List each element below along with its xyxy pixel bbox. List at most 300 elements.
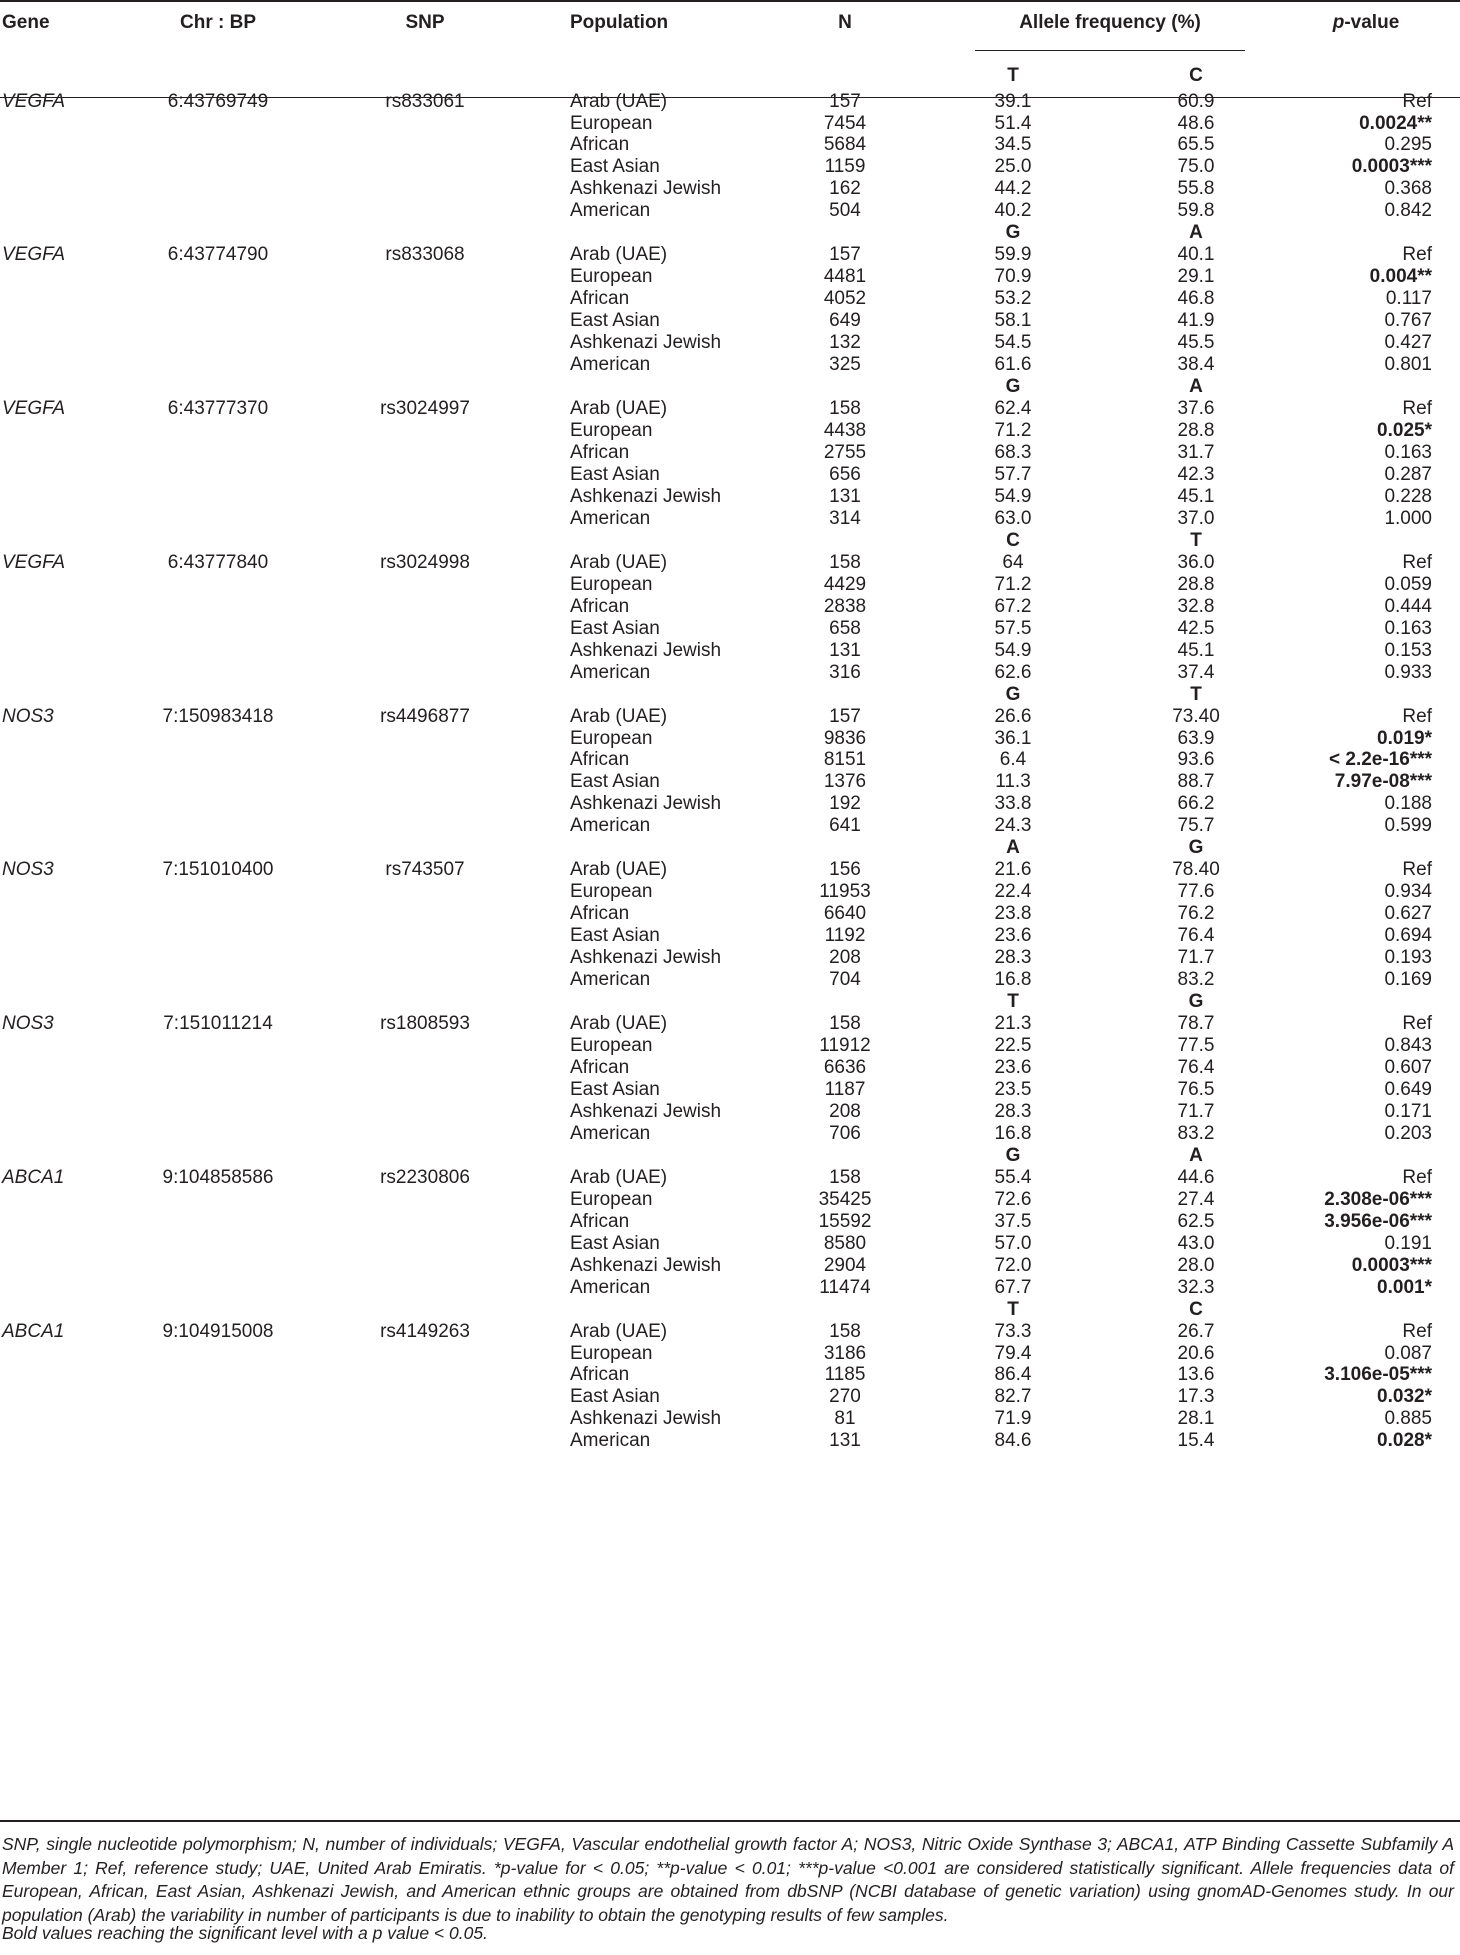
allele-2-frequency: 71.7 xyxy=(1177,947,1215,968)
sample-count: 6636 xyxy=(823,1056,867,1078)
allele-label-1: A xyxy=(1006,837,1020,859)
population-name: East Asian xyxy=(570,156,660,178)
population-name: American xyxy=(570,1276,651,1298)
p-value: Ref xyxy=(1402,551,1432,573)
allele-1-frequency: 54.9 xyxy=(994,639,1032,661)
allele-1-frequency: 86.4 xyxy=(994,1364,1032,1386)
allele-1-frequency: 40.2 xyxy=(994,200,1032,222)
allele-1-frequency: 37.5 xyxy=(994,1210,1032,1232)
population-name: East Asian xyxy=(570,617,660,639)
p-value: 2.308e-06*** xyxy=(1324,1188,1432,1210)
population-name: European xyxy=(570,881,653,903)
population-name: European xyxy=(570,727,653,749)
population-name: Arab (UAE) xyxy=(570,551,668,573)
allele-1-frequency: 28.3 xyxy=(994,1100,1032,1122)
p-value: Ref xyxy=(1402,859,1432,881)
population-name: European xyxy=(570,112,653,134)
population-name: East Asian xyxy=(570,310,660,332)
allele-2-frequency: 37.0 xyxy=(1177,507,1215,529)
population-name: Ashkenazi Jewish xyxy=(570,947,722,968)
population-name: American xyxy=(570,815,651,837)
sample-count: 158 xyxy=(829,1166,861,1188)
allele-2-frequency: 77.6 xyxy=(1177,881,1215,903)
p-value: Ref xyxy=(1402,398,1432,419)
allele-1-frequency: 44.2 xyxy=(994,178,1032,200)
population-name: African xyxy=(570,1056,630,1078)
allele-1-frequency: 55.4 xyxy=(994,1166,1032,1188)
p-value: < 2.2e-16*** xyxy=(1329,749,1432,771)
sample-count: 158 xyxy=(829,551,861,573)
allele-1-frequency: 16.8 xyxy=(994,969,1032,990)
p-value: 0.019* xyxy=(1377,727,1432,749)
population-name: European xyxy=(570,419,653,441)
allele-1-frequency: 61.6 xyxy=(994,354,1032,375)
sample-count: 8580 xyxy=(823,1232,867,1254)
table-top-rule xyxy=(0,0,1460,2)
header-p-value xyxy=(1300,11,1432,35)
p-value: 3.106e-05*** xyxy=(1324,1364,1432,1386)
allele-2-frequency: 13.6 xyxy=(1177,1364,1215,1386)
allele-2-frequency: 40.1 xyxy=(1177,244,1215,266)
sample-count: 131 xyxy=(829,485,861,507)
allele-1-frequency: 68.3 xyxy=(994,441,1032,463)
allele-2-frequency: 83.2 xyxy=(1177,969,1215,990)
p-value: Ref xyxy=(1402,1166,1432,1188)
sample-count: 15592 xyxy=(818,1210,872,1232)
allele-label-1: G xyxy=(1005,222,1021,244)
allele-1-frequency: 59.9 xyxy=(994,244,1032,266)
allele-1-frequency: 57.7 xyxy=(994,463,1032,485)
allele-2-frequency: 75.0 xyxy=(1177,156,1215,178)
p-value: 0.627 xyxy=(1384,903,1432,925)
sample-count: 132 xyxy=(829,332,861,354)
sample-count: 1376 xyxy=(823,771,867,793)
header-snp: SNP xyxy=(405,12,445,33)
allele-2-frequency: 36.0 xyxy=(1177,551,1215,573)
allele-2-frequency: 42.3 xyxy=(1177,463,1215,485)
population-name: Ashkenazi Jewish xyxy=(570,485,722,507)
allele-1-frequency: 57.5 xyxy=(994,617,1032,639)
allele-2-frequency: 78.7 xyxy=(1177,1013,1215,1034)
allele-2-frequency: 48.6 xyxy=(1177,112,1215,134)
header-allele-frequency: Allele frequency (%) xyxy=(1019,12,1201,33)
population-name: East Asian xyxy=(570,925,660,947)
p-value: 0.032* xyxy=(1377,1386,1432,1408)
chr-bp: 6:43774790 xyxy=(167,244,269,266)
allele-2-frequency: 76.5 xyxy=(1177,1078,1215,1100)
allele-label-2: A xyxy=(1189,376,1203,398)
gene-name: ABCA1 xyxy=(2,1320,65,1342)
population-name: Arab (UAE) xyxy=(570,1013,668,1034)
p-value: 0.087 xyxy=(1384,1342,1432,1364)
allele-1-frequency: 62.4 xyxy=(994,398,1032,419)
allele-frequency-rule xyxy=(975,50,1245,51)
header-p-rest: -value xyxy=(1344,12,1400,33)
population-name: American xyxy=(570,1430,651,1452)
allele-1-frequency: 26.6 xyxy=(994,705,1032,727)
allele-2-frequency: 76.4 xyxy=(1177,1056,1215,1078)
allele-1-frequency: 84.6 xyxy=(994,1430,1032,1452)
p-value: Ref xyxy=(1402,1320,1432,1342)
sample-count: 11912 xyxy=(819,1035,871,1056)
sample-count: 1192 xyxy=(824,925,866,947)
population-name: Arab (UAE) xyxy=(570,705,668,727)
population-name: European xyxy=(570,1035,653,1056)
p-value: 7.97e-08*** xyxy=(1334,771,1432,793)
allele-2-frequency: 27.4 xyxy=(1177,1188,1215,1210)
gene-name: ABCA1 xyxy=(2,1166,65,1188)
p-value: 0.004** xyxy=(1369,266,1432,288)
sample-count: 3186 xyxy=(823,1342,867,1364)
sample-count: 35425 xyxy=(818,1188,872,1210)
sample-count: 504 xyxy=(829,200,861,222)
population-name: Ashkenazi Jewish xyxy=(570,332,722,354)
p-value: Ref xyxy=(1402,90,1432,112)
allele-1-frequency: 6.4 xyxy=(999,749,1027,771)
p-value: 0.193 xyxy=(1384,947,1432,968)
p-value: 0.767 xyxy=(1384,310,1432,332)
p-value: 0.191 xyxy=(1384,1232,1432,1254)
p-value: 0.368 xyxy=(1384,178,1432,200)
allele-1-frequency: 39.1 xyxy=(994,90,1032,112)
snp-id: rs4496877 xyxy=(380,705,470,727)
allele-1-frequency: 24.3 xyxy=(994,815,1032,837)
p-value: 0.0024** xyxy=(1359,112,1432,134)
allele-2-frequency: 93.6 xyxy=(1177,749,1215,771)
p-value: 0.933 xyxy=(1384,661,1432,683)
allele-1-frequency: 16.8 xyxy=(994,1122,1032,1144)
sample-count: 208 xyxy=(829,947,861,968)
allele-label-2: C xyxy=(1189,1298,1203,1320)
sample-count: 641 xyxy=(829,815,861,837)
population-name: East Asian xyxy=(570,771,660,793)
population-name: European xyxy=(570,1342,653,1364)
p-value: 3.956e-06*** xyxy=(1324,1210,1432,1232)
snp-id: rs833061 xyxy=(385,90,465,112)
population-name: American xyxy=(570,1122,651,1144)
sample-count: 81 xyxy=(834,1408,856,1430)
allele-2-frequency: 41.9 xyxy=(1177,310,1215,332)
chr-bp: 6:43777840 xyxy=(167,551,269,573)
snp-id: rs3024998 xyxy=(380,551,470,573)
p-value: 0.843 xyxy=(1384,1035,1432,1056)
allele-2-frequency: 38.4 xyxy=(1177,354,1215,375)
population-name: East Asian xyxy=(570,1078,660,1100)
snp-id: rs4149263 xyxy=(380,1320,470,1342)
p-value: 0.028* xyxy=(1377,1430,1432,1452)
sample-count: 158 xyxy=(829,1013,861,1034)
sample-count: 208 xyxy=(829,1100,861,1122)
allele-2-frequency: 37.4 xyxy=(1177,661,1215,683)
allele-label-1: G xyxy=(1005,683,1021,705)
p-value: 0.287 xyxy=(1384,463,1432,485)
sample-count: 11953 xyxy=(819,881,871,903)
population-name: African xyxy=(570,903,630,925)
table-bottom-rule xyxy=(0,1820,1460,1822)
p-value: 0.0003*** xyxy=(1351,156,1432,178)
population-name: African xyxy=(570,134,630,156)
allele-2-frequency: 46.8 xyxy=(1177,288,1215,310)
sample-count: 131 xyxy=(829,639,861,661)
allele-1-frequency: 54.9 xyxy=(994,485,1032,507)
allele-1-frequency: 25.0 xyxy=(994,156,1032,178)
sample-count: 4481 xyxy=(823,266,867,288)
p-value: 0.649 xyxy=(1384,1078,1432,1100)
allele-1-frequency: 63.0 xyxy=(994,507,1032,529)
sample-count: 1185 xyxy=(824,1364,866,1386)
allele-1-frequency: 23.6 xyxy=(994,1056,1032,1078)
allele-2-frequency: 77.5 xyxy=(1177,1035,1215,1056)
allele-2-frequency: 55.8 xyxy=(1177,178,1215,200)
allele-1-frequency: 54.5 xyxy=(994,332,1032,354)
p-value: 0.059 xyxy=(1384,573,1432,595)
allele-2-frequency: 17.3 xyxy=(1177,1386,1215,1408)
population-name: Ashkenazi Jewish xyxy=(570,1100,722,1122)
header-allele-2: C xyxy=(1189,65,1203,86)
sample-count: 9836 xyxy=(823,727,867,749)
allele-2-frequency: 73.40 xyxy=(1172,705,1220,727)
population-name: Arab (UAE) xyxy=(570,1166,668,1188)
allele-1-frequency: 22.5 xyxy=(994,1035,1032,1056)
allele-1-frequency: 71.2 xyxy=(994,573,1032,595)
allele-1-frequency: 71.2 xyxy=(994,419,1032,441)
allele-1-frequency: 23.5 xyxy=(994,1078,1032,1100)
allele-1-frequency: 64 xyxy=(1002,551,1024,573)
sample-count: 131 xyxy=(829,1430,861,1452)
allele-2-frequency: 28.0 xyxy=(1177,1254,1215,1276)
allele-2-frequency: 15.4 xyxy=(1177,1430,1215,1452)
allele-1-frequency: 53.2 xyxy=(994,288,1032,310)
sample-count: 2755 xyxy=(823,441,867,463)
population-name: American xyxy=(570,200,651,222)
sample-count: 4052 xyxy=(823,288,867,310)
snp-id: rs743507 xyxy=(385,859,465,881)
population-name: African xyxy=(570,1364,630,1386)
population-name: European xyxy=(570,1188,653,1210)
allele-2-frequency: 71.7 xyxy=(1177,1100,1215,1122)
chr-bp: 7:151010400 xyxy=(162,859,274,881)
sample-count: 4438 xyxy=(823,419,867,441)
sample-count: 158 xyxy=(829,398,861,419)
allele-1-frequency: 22.4 xyxy=(994,881,1032,903)
sample-count: 649 xyxy=(829,310,861,332)
chr-bp: 9:104858586 xyxy=(162,1166,274,1188)
allele-1-frequency: 71.9 xyxy=(994,1408,1032,1430)
allele-1-frequency: 33.8 xyxy=(994,793,1032,815)
p-value: 0.607 xyxy=(1384,1056,1432,1078)
population-name: Ashkenazi Jewish xyxy=(570,1254,722,1276)
p-value: 0.171 xyxy=(1384,1100,1432,1122)
header-population: Population xyxy=(570,12,669,33)
p-value: 0.025* xyxy=(1377,419,1432,441)
sample-count: 314 xyxy=(829,507,861,529)
sample-count: 1187 xyxy=(824,1078,866,1100)
p-value: 0.427 xyxy=(1384,332,1432,354)
gene-name: VEGFA xyxy=(2,90,65,112)
sample-count: 2904 xyxy=(823,1254,867,1276)
chr-bp: 7:151011214 xyxy=(163,1013,273,1034)
p-value: 0.801 xyxy=(1384,354,1432,375)
allele-2-frequency: 37.6 xyxy=(1177,398,1215,419)
sample-count: 270 xyxy=(829,1386,861,1408)
population-name: Arab (UAE) xyxy=(570,90,668,112)
sample-count: 157 xyxy=(829,244,861,266)
allele-label-2: T xyxy=(1190,529,1202,551)
allele-1-frequency: 79.4 xyxy=(994,1342,1032,1364)
allele-1-frequency: 67.2 xyxy=(994,595,1032,617)
table-footnote-bold: Bold values reaching the significant level with a p value < 0.05. xyxy=(2,1923,488,1943)
sample-count: 162 xyxy=(829,178,861,200)
allele-1-frequency: 28.3 xyxy=(994,947,1032,968)
population-name: African xyxy=(570,441,630,463)
allele-1-frequency: 21.6 xyxy=(994,859,1032,881)
p-value: 0.163 xyxy=(1384,441,1432,463)
header-gene: Gene xyxy=(2,12,50,33)
gene-name: NOS3 xyxy=(2,859,54,881)
allele-2-frequency: 88.7 xyxy=(1177,771,1215,793)
p-value: 0.885 xyxy=(1384,1408,1432,1430)
header-allele-1: T xyxy=(1007,65,1019,86)
p-value: Ref xyxy=(1402,1013,1432,1034)
allele-2-frequency: 28.1 xyxy=(1177,1408,1215,1430)
population-name: Arab (UAE) xyxy=(570,1320,668,1342)
allele-label-1: G xyxy=(1005,376,1021,398)
allele-1-frequency: 58.1 xyxy=(994,310,1032,332)
snp-id: rs3024997 xyxy=(380,398,470,419)
population-name: African xyxy=(570,749,630,771)
allele-label-2: G xyxy=(1188,991,1204,1012)
p-value: 0.694 xyxy=(1384,925,1432,947)
allele-2-frequency: 31.7 xyxy=(1177,441,1215,463)
allele-label-2: A xyxy=(1189,1144,1203,1166)
sample-count: 157 xyxy=(829,705,861,727)
gene-name: VEGFA xyxy=(2,551,65,573)
population-name: Arab (UAE) xyxy=(570,244,668,266)
allele-2-frequency: 76.4 xyxy=(1177,925,1215,947)
allele-1-frequency: 51.4 xyxy=(994,112,1032,134)
allele-label-2: T xyxy=(1190,683,1202,705)
allele-label-1: C xyxy=(1006,529,1020,551)
sample-count: 1159 xyxy=(824,156,866,178)
population-name: East Asian xyxy=(570,463,660,485)
allele-2-frequency: 44.6 xyxy=(1177,1166,1215,1188)
sample-count: 5684 xyxy=(823,134,867,156)
p-value: 0.169 xyxy=(1384,969,1432,990)
sample-count: 192 xyxy=(829,793,861,815)
allele-2-frequency: 83.2 xyxy=(1177,1122,1215,1144)
table-footnote: SNP, single nucleotide polymorphism; N, number of individuals; VEGFA, Vascular endothelial growth factor A; NOS3, Nitric Oxide Synthase 3; ABCA1, ATP Binding Cassette Subfamily A Member 1; Ref, reference study; UAE, United Arab Emiratis. *p-value for < 0.05; **p-value < 0.01; ***p-value <0.001 are considered statistically significant. Allele frequencies data of European, African, East Asian, Ashkenazi Jewish, and American ethnic groups are obtained from dbSNP (NCBI database of genetic variation) using gnomAD-Genomes study. In our population (Arab) the variability in number of participants is due to inability to obtain the genotyping results of few samples. xyxy=(2,1834,1454,1925)
population-name: Arab (UAE) xyxy=(570,859,668,881)
p-value: Ref xyxy=(1402,705,1432,727)
allele-label-2: A xyxy=(1189,222,1203,244)
allele-2-frequency: 76.2 xyxy=(1177,903,1215,925)
allele-2-frequency: 26.7 xyxy=(1177,1320,1215,1342)
allele-2-frequency: 45.1 xyxy=(1177,639,1215,661)
sample-count: 656 xyxy=(829,463,861,485)
population-name: East Asian xyxy=(570,1232,660,1254)
header-chr-bp: Chr : BP xyxy=(180,12,256,33)
allele-2-frequency: 32.8 xyxy=(1177,595,1215,617)
population-name: American xyxy=(570,354,651,375)
allele-1-frequency: 34.5 xyxy=(994,134,1032,156)
p-value: 0.444 xyxy=(1384,595,1432,617)
gene-name: VEGFA xyxy=(2,398,65,419)
sample-count: 7454 xyxy=(823,112,867,134)
p-value: 0.188 xyxy=(1384,793,1432,815)
population-name: African xyxy=(570,1210,630,1232)
chr-bp: 6:43777370 xyxy=(167,398,269,419)
sample-count: 704 xyxy=(829,969,861,990)
allele-1-frequency: 73.3 xyxy=(994,1320,1032,1342)
population-name: East Asian xyxy=(570,1386,660,1408)
allele-2-frequency: 42.5 xyxy=(1177,617,1215,639)
p-value: 0.599 xyxy=(1384,815,1432,837)
allele-2-frequency: 32.3 xyxy=(1177,1276,1215,1298)
p-value: 1.000 xyxy=(1384,507,1432,529)
gene-name: NOS3 xyxy=(2,705,54,727)
allele-2-frequency: 60.9 xyxy=(1177,90,1215,112)
population-name: African xyxy=(570,288,630,310)
allele-2-frequency: 62.5 xyxy=(1177,1210,1215,1232)
allele-1-frequency: 62.6 xyxy=(994,661,1032,683)
allele-label-1: T xyxy=(1007,991,1019,1012)
p-value: Ref xyxy=(1402,244,1432,266)
header-n: N xyxy=(838,12,852,33)
sample-count: 156 xyxy=(829,859,861,881)
p-value: 0.228 xyxy=(1384,485,1432,507)
chr-bp: 9:104915008 xyxy=(162,1320,274,1342)
header-p-italic: p xyxy=(1332,12,1345,33)
allele-1-frequency: 23.8 xyxy=(994,903,1032,925)
sample-count: 8151 xyxy=(823,749,867,771)
allele-2-frequency: 66.2 xyxy=(1177,793,1215,815)
allele-2-frequency: 45.1 xyxy=(1177,485,1215,507)
p-value: 0.842 xyxy=(1384,200,1432,222)
gene-name: NOS3 xyxy=(2,1013,54,1034)
allele-1-frequency: 36.1 xyxy=(994,727,1032,749)
allele-label-2: G xyxy=(1188,837,1204,859)
allele-1-frequency: 72.0 xyxy=(994,1254,1032,1276)
population-name: American xyxy=(570,661,651,683)
allele-1-frequency: 11.3 xyxy=(995,771,1031,793)
population-name: Ashkenazi Jewish xyxy=(570,639,722,661)
chr-bp: 6:43769749 xyxy=(167,90,269,112)
allele-2-frequency: 59.8 xyxy=(1177,200,1215,222)
population-name: Ashkenazi Jewish xyxy=(570,793,722,815)
allele-2-frequency: 28.8 xyxy=(1177,419,1215,441)
allele-2-frequency: 45.5 xyxy=(1177,332,1215,354)
population-name: European xyxy=(570,266,653,288)
allele-label-1: T xyxy=(1007,1298,1019,1320)
allele-2-frequency: 28.8 xyxy=(1177,573,1215,595)
allele-2-frequency: 78.40 xyxy=(1172,859,1220,881)
p-value: 0.934 xyxy=(1384,881,1432,903)
p-value: 0.203 xyxy=(1384,1122,1432,1144)
snp-id: rs1808593 xyxy=(380,1013,470,1034)
population-name: Arab (UAE) xyxy=(570,398,668,419)
sample-count: 325 xyxy=(829,354,861,375)
allele-1-frequency: 57.0 xyxy=(994,1232,1032,1254)
sample-count: 706 xyxy=(829,1122,861,1144)
population-name: Ashkenazi Jewish xyxy=(570,178,722,200)
allele-2-frequency: 65.5 xyxy=(1177,134,1215,156)
allele-1-frequency: 72.6 xyxy=(994,1188,1032,1210)
sample-count: 4429 xyxy=(823,573,867,595)
population-name: American xyxy=(570,507,651,529)
population-name: European xyxy=(570,573,653,595)
allele-1-frequency: 67.7 xyxy=(994,1276,1032,1298)
allele-2-frequency: 75.7 xyxy=(1177,815,1215,837)
